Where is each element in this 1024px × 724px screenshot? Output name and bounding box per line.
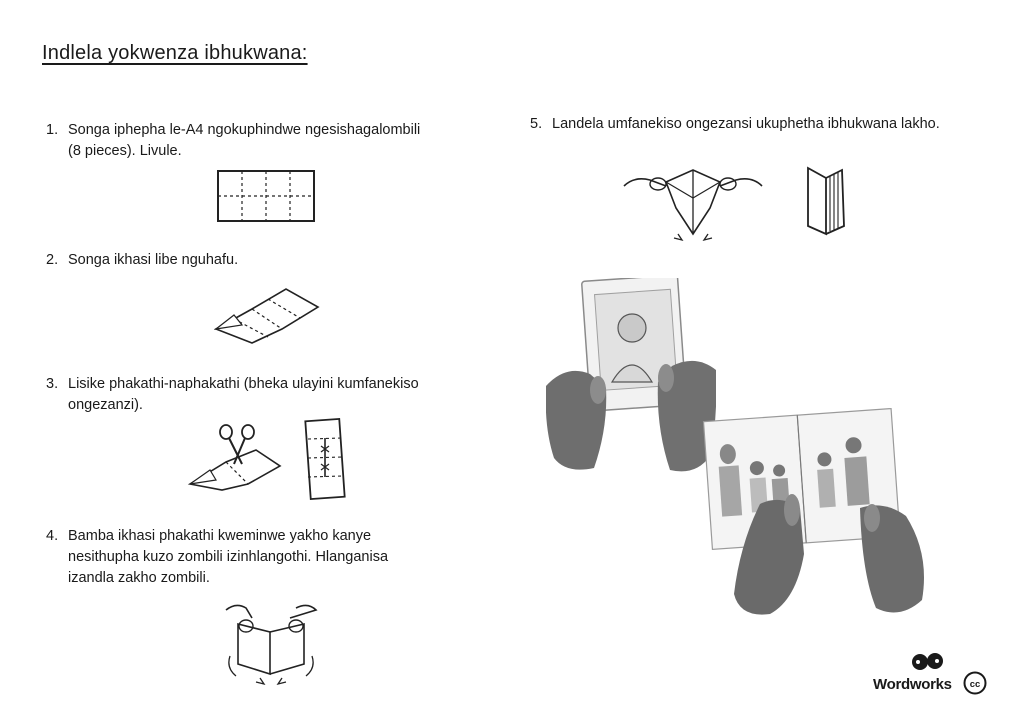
step-number: 4. (46, 528, 59, 544)
brand-name: Wordworks (873, 676, 952, 693)
step-4 (46, 526, 506, 592)
step-text (68, 120, 420, 162)
step-line: Landela umfanekiso ongezansi ukuphetha ibhukwana lakho. (552, 116, 940, 132)
half-folded-paper-illustration (212, 285, 322, 347)
step-3 (46, 374, 506, 418)
step-line: Songa iphepha le-A4 ngokuphindwe ngesishagalombili (68, 122, 421, 138)
step-text (68, 526, 388, 589)
step-1 (46, 120, 506, 164)
step-number: 1. (46, 122, 59, 138)
finished-booklet-illustration (800, 160, 850, 240)
step-line: (8 pieces). Livule. (68, 143, 182, 159)
step-text (68, 374, 419, 416)
star-fold-illustration (618, 152, 768, 244)
step-text (68, 250, 238, 271)
step-line: ongezanzi). (68, 397, 143, 413)
step-2 (46, 250, 506, 272)
step-number: 2. (46, 252, 59, 268)
step-text (552, 114, 940, 135)
hands-holding-booklet-cover-photo (546, 278, 716, 488)
license-label: cc (969, 679, 981, 690)
page-title: Indlela yokwenza ibhukwana: (42, 42, 308, 64)
step-line: Bamba ikhasi phakathi kweminwe yakho kanye (68, 528, 372, 544)
step-line: Songa ikhasi libe nguhafu. (68, 252, 239, 268)
step-number: 5. (530, 116, 543, 132)
hands-holding-open-booklet-photo (700, 404, 932, 622)
hands-holding-paper-illustration (216, 598, 326, 688)
creative-commons-icon (962, 670, 988, 696)
cut-strip-illustration (302, 416, 348, 502)
step-line: Lisike phakathi-naphakathi (bheka ulayini kumfanekiso (68, 376, 419, 392)
step-number: 3. (46, 376, 59, 392)
step-5 (530, 114, 1000, 136)
scissors-cut-illustration (186, 422, 284, 492)
step-line: izandla zakho zombili. (68, 570, 210, 586)
step-line: nesithupha kuzo zombili izinhlangothi. Hlanganisa (68, 549, 389, 565)
folded-grid-illustration (214, 168, 318, 224)
wordworks-logo-icon (908, 652, 948, 676)
